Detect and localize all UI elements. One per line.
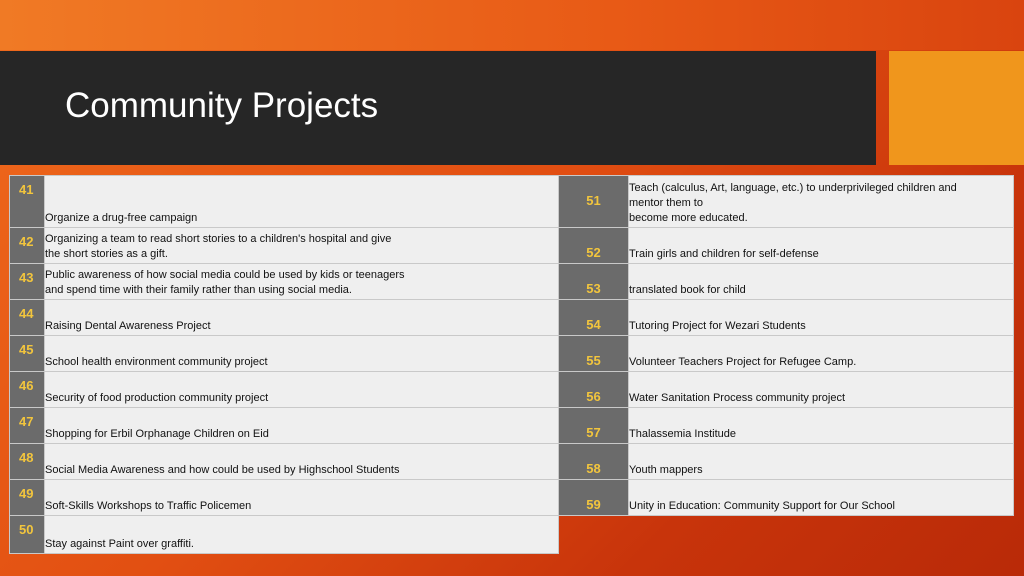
project-name: Water Sanitation Process community project bbox=[629, 372, 1014, 408]
row-number: 44 bbox=[10, 300, 45, 336]
row-number: 56 bbox=[559, 372, 629, 408]
table-row bbox=[10, 228, 559, 264]
project-name: Tutoring Project for Wezari Students bbox=[629, 300, 1014, 336]
row-number: 45 bbox=[10, 336, 45, 372]
project-name: School health environment community project bbox=[45, 336, 559, 372]
row-number: 59 bbox=[559, 480, 629, 516]
project-name: Youth mappers bbox=[629, 444, 1014, 480]
project-name: Thalassemia Institude bbox=[629, 408, 1014, 444]
table-row bbox=[10, 408, 559, 444]
table-row bbox=[559, 444, 1014, 480]
row-number: 47 bbox=[10, 408, 45, 444]
project-name: Teach (calculus, Art, language, etc.) to underprivileged children and mentor them to become more educated. bbox=[629, 176, 1014, 228]
slide-title: Community Projects bbox=[65, 86, 379, 125]
row-number: 52 bbox=[559, 228, 629, 264]
row-number: 48 bbox=[10, 444, 45, 480]
row-number: 54 bbox=[559, 300, 629, 336]
table-row bbox=[10, 264, 559, 300]
project-name: translated book for child bbox=[629, 264, 1014, 300]
row-number: 50 bbox=[10, 516, 45, 554]
row-number: 49 bbox=[10, 480, 45, 516]
row-number: 42 bbox=[10, 228, 45, 264]
row-number: 57 bbox=[559, 408, 629, 444]
projects-table-right bbox=[558, 175, 1014, 516]
row-number: 53 bbox=[559, 264, 629, 300]
table-row bbox=[10, 176, 559, 228]
table-row bbox=[559, 264, 1014, 300]
table-row bbox=[559, 480, 1014, 516]
table-row bbox=[10, 300, 559, 336]
project-name: Organizing a team to read short stories to a children's hospital and give the short stories as a gift. bbox=[45, 228, 559, 264]
project-name: Shopping for Erbil Orphanage Children on Eid bbox=[45, 408, 559, 444]
projects-table-left bbox=[9, 175, 559, 554]
table-row bbox=[10, 444, 559, 480]
project-name: Social Media Awareness and how could be used by Highschool Students bbox=[45, 444, 559, 480]
project-name: Train girls and children for self-defense bbox=[629, 228, 1014, 264]
project-name: Soft-Skills Workshops to Traffic Policemen bbox=[45, 480, 559, 516]
row-number: 43 bbox=[10, 264, 45, 300]
table-row bbox=[10, 516, 559, 554]
top-decorative-band bbox=[0, 0, 1024, 50]
row-number: 46 bbox=[10, 372, 45, 408]
accent-block bbox=[889, 51, 1024, 165]
table-row bbox=[10, 480, 559, 516]
table-row bbox=[559, 300, 1014, 336]
project-name: Unity in Education: Community Support for Our School bbox=[629, 480, 1014, 516]
project-name: Security of food production community project bbox=[45, 372, 559, 408]
project-name: Volunteer Teachers Project for Refugee Camp. bbox=[629, 336, 1014, 372]
row-number: 55 bbox=[559, 336, 629, 372]
project-name: Organize a drug-free campaign bbox=[45, 176, 559, 228]
table-row bbox=[559, 336, 1014, 372]
table-row bbox=[10, 372, 559, 408]
table-row bbox=[10, 336, 559, 372]
project-name: Stay against Paint over graffiti. bbox=[45, 516, 559, 554]
row-number: 41 bbox=[10, 176, 45, 228]
row-number: 58 bbox=[559, 444, 629, 480]
table-row bbox=[559, 408, 1014, 444]
table-row bbox=[559, 228, 1014, 264]
table-row bbox=[559, 176, 1014, 228]
project-name: Raising Dental Awareness Project bbox=[45, 300, 559, 336]
table-row bbox=[559, 372, 1014, 408]
row-number: 51 bbox=[559, 176, 629, 228]
project-name: Public awareness of how social media could be used by kids or teenagers and spend time with their family rather than using social media. bbox=[45, 264, 559, 300]
